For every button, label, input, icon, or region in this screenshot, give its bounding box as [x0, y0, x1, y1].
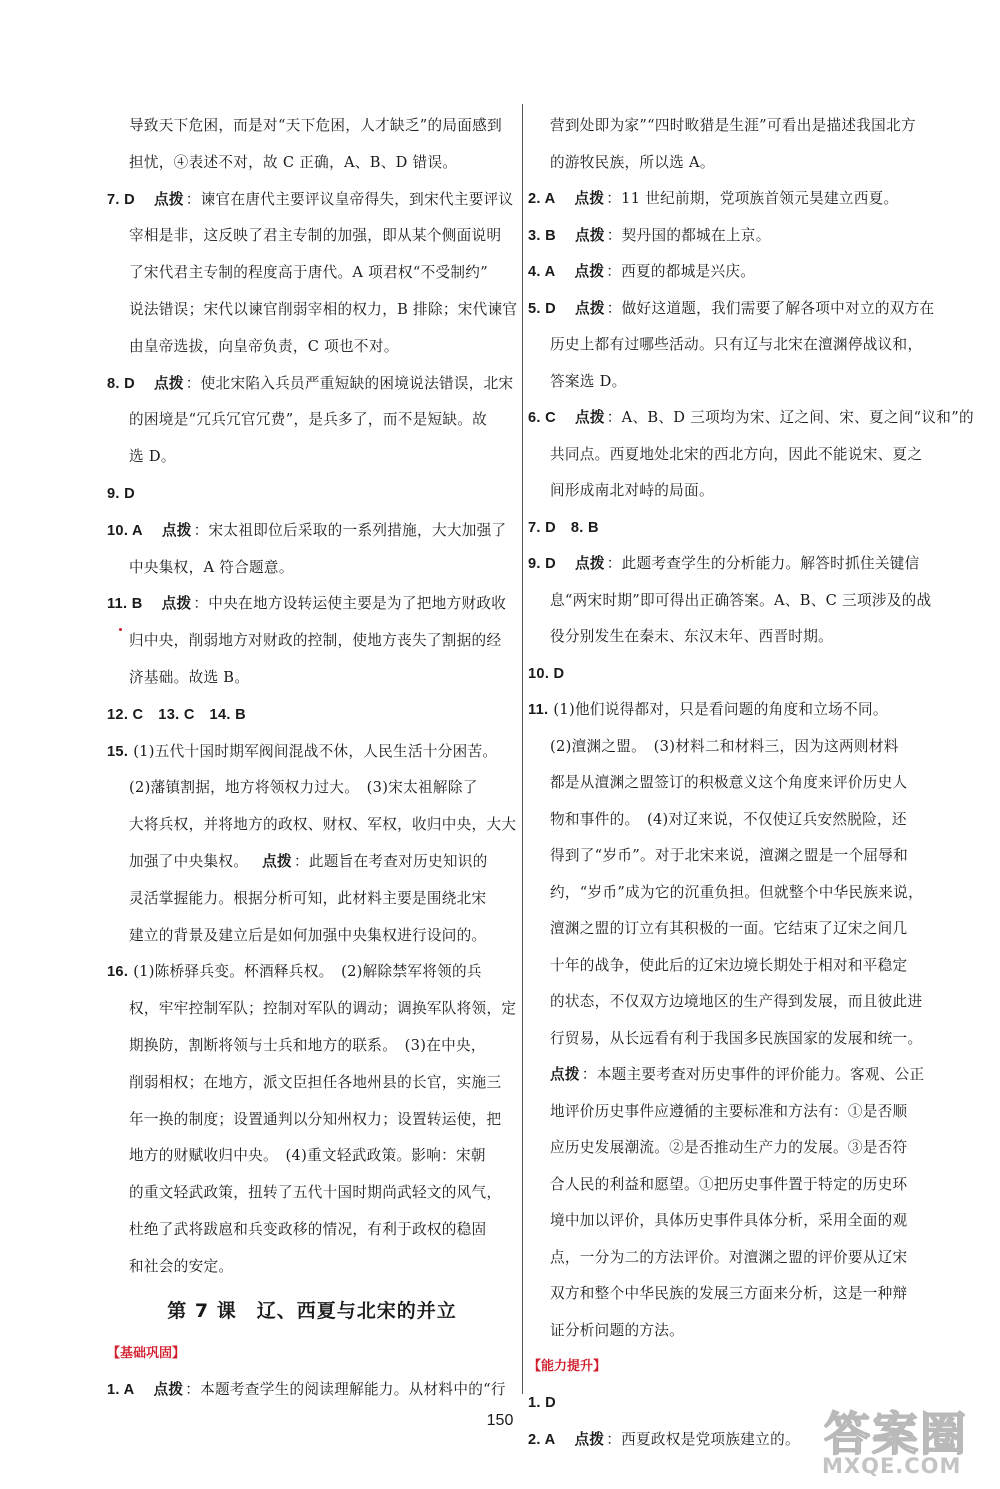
ability-answer-2: 2. A 点拨 ：西夏政权是党项族建立的。	[528, 1430, 800, 1448]
watermark-url: MXQE.COM	[822, 1454, 962, 1478]
answer-10: 10. D	[528, 665, 565, 682]
text-line: 的重文轻武政策，扭转了五代十国时期尚武轻文的风气，	[129, 1184, 502, 1202]
text-line: 期换防，割断将领与士兵和地方的联系。 (3)在中央，	[129, 1036, 486, 1054]
keyword-label: 点拨	[574, 263, 605, 280]
text-line: 物和事件的。 (4)对辽来说，不仅使辽兵安然脱险，还	[550, 810, 907, 828]
text-line: 证分析问题的方法。	[550, 1321, 685, 1339]
text-line: 和社会的安定。	[129, 1257, 234, 1275]
answer-11: 11. B 点拨 ：中央在地方设转运使主要是为了把地方财政收	[107, 595, 507, 613]
keyword-label: 点拨	[550, 1066, 580, 1083]
answer-16: 16. (1)陈桥驿兵变。杯酒释兵权。 (2)解除禁军将领的兵	[107, 963, 482, 981]
watermark-text: 答案圈	[824, 1407, 968, 1461]
text-line: 权，牢牢控制军队；控制对军队的调动；调换军队将领，定	[129, 1000, 517, 1018]
keyword-label: 点拨	[153, 374, 184, 392]
text-line: 担忧，④表述不对，故 C 正确，A、B、D 错误。	[129, 153, 458, 171]
answer-10: 10. A 点拨 ：宋太祖即位后采取的一系列措施，大大加强了	[107, 521, 507, 539]
keyword-label: 点拨	[161, 595, 192, 613]
text-line: 济基础。故选 B。	[129, 668, 250, 686]
keyword-label: 点拨	[262, 852, 292, 870]
text-line: 中央集权，A 符合题意。	[129, 558, 294, 576]
text-line: 共同点。西夏地处北宋的西北方向，因此不能说宋、夏之	[550, 445, 923, 463]
text-line: 营到处即为家”“四时畋猎是生涯”可看出是描述我国北方	[550, 117, 916, 134]
text-line: 的状态，不仅双方边境地区的生产得到发展，而且彼此进	[550, 993, 923, 1010]
keyword-label: 点拨	[574, 190, 605, 207]
text-line: 间形成南北对峙的局面。	[550, 482, 714, 499]
text-line: 削弱相权；在地方，派文臣担任各地州县的长官，实施三	[129, 1073, 502, 1091]
text-line: 澶渊之盟的订立有其积极的一面。它结束了辽宋之间几	[550, 920, 908, 937]
text-line: 地评价历史事件应遵循的主要标准和方法有：①是否顺	[550, 1102, 908, 1120]
keyword-label: 点拨	[153, 190, 184, 208]
text-line: 了宋代君主专制的程度高于唐代。A 项君权“不受制约”	[129, 264, 488, 282]
text-line: 约，“岁币”成为它的沉重负担。但就整个中华民族来说，	[550, 883, 923, 901]
keyword-label: 点拨	[574, 1430, 605, 1448]
answer-2: 2. A 点拨 ：11 世纪前期，党项族首领元昊建立西夏。	[528, 190, 899, 207]
text-line: 由皇帝选拔，向皇帝负责，C 项也不对。	[129, 337, 399, 355]
text-line: 大将兵权，并将地方的政权、财权、军权，收归中央，大大	[129, 816, 517, 834]
page-number: 150	[486, 1412, 514, 1429]
column-divider	[522, 104, 523, 1394]
answer-11: 11. (1)他们说得都对，只是看问题的角度和立场不同。	[528, 701, 888, 718]
answer-4: 4. A 点拨 ：西夏的都城是兴庆。	[528, 263, 756, 280]
answer-1: 1. A 点拨 ：本题考查学生的阅读理解能力。从材料中的“行	[107, 1380, 506, 1398]
ability-answer-1: 1. D	[528, 1395, 556, 1411]
answer-9: 9. D 点拨 ：此题考查学生的分析能力。解答时抓住关键信	[528, 555, 920, 572]
text-line: 杜绝了武将跋扈和兵变政移的情况，有利于政权的稳固	[129, 1220, 487, 1238]
text-line: 地方的财赋收归中央。 (4)重文轻武政策。影响：宋朝	[129, 1147, 486, 1165]
lesson-title: 第 7 课 辽、西夏与北宋的并立	[167, 1299, 457, 1322]
answer-7-8: 7. D 8. B	[528, 519, 599, 536]
text-line: (2)藩镇割据，地方将领权力过大。 (3)宋太祖解除了	[129, 779, 478, 797]
answer-8: 8. D 点拨 ：使北宋陷入兵员严重短缺的困境说法错误，北宋	[107, 374, 514, 392]
text-line: 得到了“岁币”。对于北宋来说，澶渊之盟是一个屈辱和	[550, 847, 909, 864]
text-line: 点，一分为二的方法评价。对澶渊之盟的评价要从辽宋	[550, 1248, 908, 1266]
answer-7: 7. D 点拨 ：谏官在唐代主要评议皇帝得失，到宋代主要评议	[107, 190, 514, 208]
text-line: 合人民的利益和愿望。①把历史事件置于特定的历史环	[550, 1175, 908, 1193]
section-ability-tag: 【能力提升】	[528, 1359, 607, 1374]
left-column	[107, 108, 517, 1408]
text-line: 归中央，削弱地方对财政的控制，使地方丧失了割据的经	[129, 632, 502, 650]
text-line: 点拨 ：本题主要考查对历史事件的评价能力。客观、公正	[550, 1066, 925, 1083]
section-basic-tag: 【基础巩固】	[107, 1345, 186, 1361]
text-line: (2)澶渊之盟。 (3)材料二和材料三，因为这两则材料	[550, 737, 899, 755]
keyword-label: 点拨	[574, 555, 605, 572]
text-line: 灵活掌握能力。根据分析可知，此材料主要是围绕北宋	[129, 889, 487, 907]
answer-15: 15. (1)五代十国时期军阀间混战不休，人民生活十分困苦。	[107, 742, 498, 760]
watermark-logo	[818, 1398, 988, 1480]
answer-5: 5. D 点拨 ：做好这道题，我们需要了解各项中对立的双方在	[528, 299, 935, 317]
answer-12-14: 12. C 13. C 14. B	[107, 706, 246, 723]
text-line: 都是从澶渊之盟签订的积极意义这个角度来评价历史人	[550, 774, 908, 791]
text-line: 的困境是“冗兵冗官冗费”，是兵多了，而不是短缺。故	[129, 411, 488, 429]
answer-6: 6. C 点拨 ：A、B、D 三项均为宋、辽之间、宋、夏之间“议和”的	[528, 409, 974, 426]
keyword-label: 点拨	[574, 299, 605, 317]
right-column	[528, 108, 974, 1458]
text-line: 境中加以评价，具体历史事件具体分析，采用全面的观	[550, 1212, 908, 1229]
text-line: 宰相是非，这反映了君主专制的加强，即从某个侧面说明	[129, 227, 502, 245]
text-line: 应历史发展潮流。②是否推动生产力的发展。③是否符	[550, 1139, 908, 1156]
text-line: 双方和整个中华民族的发展三方面来分析，这是一种辩	[550, 1285, 908, 1302]
text-line: 的游牧民族，所以选 A。	[550, 153, 715, 171]
text-line: 行贸易，从长远看有利于我国多民族国家的发展和统一。	[550, 1029, 923, 1047]
text-line: 建立的背景及建立后是如何加强中央集权进行设问的。	[129, 926, 487, 944]
keyword-label: 点拨	[161, 521, 192, 539]
text-line: 导致天下危困，而是对“天下危困，人才缺乏”的局面感到	[129, 117, 502, 134]
answer-3: 3. B 点拨 ：契丹国的都城在上京。	[528, 226, 771, 244]
keyword-label: 点拨	[153, 1380, 184, 1398]
text-line: 息“两宋时期”即可得出正确答案。A、B、C 三项涉及的战	[550, 591, 932, 609]
text-line: 年一换的制度；设置通判以分知州权力；设置转运使，把	[129, 1110, 502, 1128]
keyword-label: 点拨	[574, 226, 605, 244]
text-line: 役分别发生在秦末、东汉末年、西晋时期。	[550, 628, 833, 645]
text-line: 加强了中央集权。 点拨 ：此题旨在考查对历史知识的	[129, 852, 488, 870]
text-line: 十年的战争，使此后的辽宋边境长期处于相对和平稳定	[550, 956, 908, 974]
text-line: 说法错误；宋代以谏官削弱宰相的权力，B 排除；宋代谏官	[129, 300, 518, 318]
answer-9: 9. D	[107, 485, 135, 502]
text-line: 历史上都有过哪些活动。只有辽与北宋在澶渊停战议和，	[550, 336, 923, 353]
text-line: 答案选 D。	[550, 372, 627, 390]
keyword-label: 点拨	[574, 409, 605, 426]
text-line: 选 D。	[129, 448, 176, 466]
